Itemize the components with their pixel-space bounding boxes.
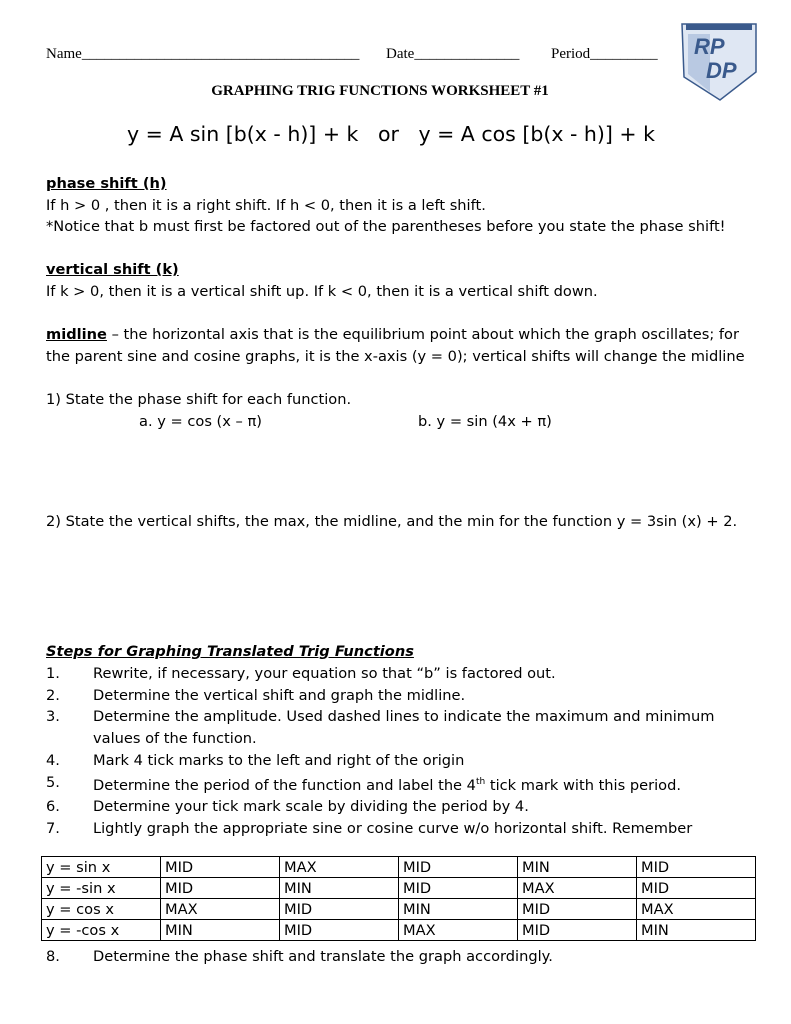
table-cell: MID [518,899,637,920]
midline-heading: midline [46,326,107,343]
logo-text-bottom: DP [706,58,737,83]
trig-key-points-table [41,856,756,941]
name-line: _____________________________________ [81,46,360,62]
table-cell: MAX [399,920,518,941]
table-cell: MID [637,857,756,878]
table-cell: y = -sin x [42,878,161,899]
table-cell: MID [161,857,280,878]
phase-shift-heading: phase shift (h) [46,175,167,192]
table-cell: y = -cos x [42,920,161,941]
step-item: 2. Determine the vertical shift and graph the midline. [46,686,466,704]
date-line: ______________ [414,46,520,62]
step-item-8: 8. Determine the phase shift and translate the graph accordingly. [46,948,553,965]
period-label: Period [551,46,591,62]
table-row [42,857,756,878]
period-field[interactable] [551,46,658,63]
step-item: 7. Lightly graph the appropriate sine or cosine curve w/o horizontal shift. Remember [46,820,693,838]
date-field[interactable] [386,46,519,63]
midline-section [46,324,745,367]
question-2: 2) State the vertical shifts, the max, the midline, and the min for the function y = 3sin (x) + 2. [46,513,738,530]
vertical-shift-section [46,259,598,302]
name-label: Name [46,46,82,62]
table-cell: MAX [518,878,637,899]
table-cell: MIN [518,857,637,878]
date-label: Date [386,46,415,62]
table-cell: MAX [161,899,280,920]
table-cell: MID [161,878,280,899]
general-formula: y = A sin [b(x - h)] + k or y = A cos [b(x - h)] + k [126,122,655,146]
table-cell: MID [518,920,637,941]
table-cell: MID [280,899,399,920]
step-item: 3. Determine the amplitude. Used dashed lines to indicate the maximum and minimum values of the function. [46,708,715,748]
steps-heading: Steps for Graphing Translated Trig Functions [46,643,414,660]
table-cell: MID [280,920,399,941]
table-row [42,878,756,899]
table-cell: y = sin x [42,857,161,878]
midline-line1: – the horizontal axis that is the equilibrium point about which the graph oscillates; for [106,326,739,343]
step-item: 5. Determine the period of the function and label the 4th tick mark with this period. [46,773,681,794]
question-1b: b. y = sin (4x + π) [418,413,552,430]
question-1a: a. y = cos (x – π) [139,413,262,430]
name-field[interactable] [46,46,359,63]
table-row [42,899,756,920]
logo-text-top: RP [694,34,725,59]
table-cell: MIN [280,878,399,899]
vertical-shift-line1: If k > 0, then it is a vertical shift up. If k < 0, then it is a vertical shift down. [46,282,598,300]
period-line: _________ [590,46,658,62]
table-cell: MAX [637,899,756,920]
step-item: 4. Mark 4 tick marks to the left and right of the origin [46,751,465,769]
table-cell: MID [399,857,518,878]
phase-shift-section [46,173,726,238]
phase-shift-line1: If h > 0 , then it is a right shift. If h < 0, then it is a left shift. [46,196,486,214]
question-1: 1) State the phase shift for each function. [46,391,352,408]
table-cell: MID [399,878,518,899]
step-item: 6. Determine your tick mark scale by dividing the period by 4. [46,798,529,816]
midline-line2: the parent sine and cosine graphs, it is the x-axis (y = 0); vertical shifts will change the midline [46,347,745,365]
worksheet-title: GRAPHING TRIG FUNCTIONS WORKSHEET #1 [211,83,549,99]
table-cell: MIN [637,920,756,941]
table-row [42,920,756,941]
table-cell: MIN [161,920,280,941]
vertical-shift-heading: vertical shift (k) [46,261,179,278]
steps-section [46,641,753,840]
phase-shift-line2: *Notice that b must first be factored out of the parentheses before you state the phase shift! [46,218,726,235]
table-cell: MID [637,878,756,899]
table-cell: y = cos x [42,899,161,920]
table-cell: MAX [280,857,399,878]
table-cell: MIN [399,899,518,920]
step-item: 1. Rewrite, if necessary, your equation so that “b” is factored out. [46,664,556,682]
